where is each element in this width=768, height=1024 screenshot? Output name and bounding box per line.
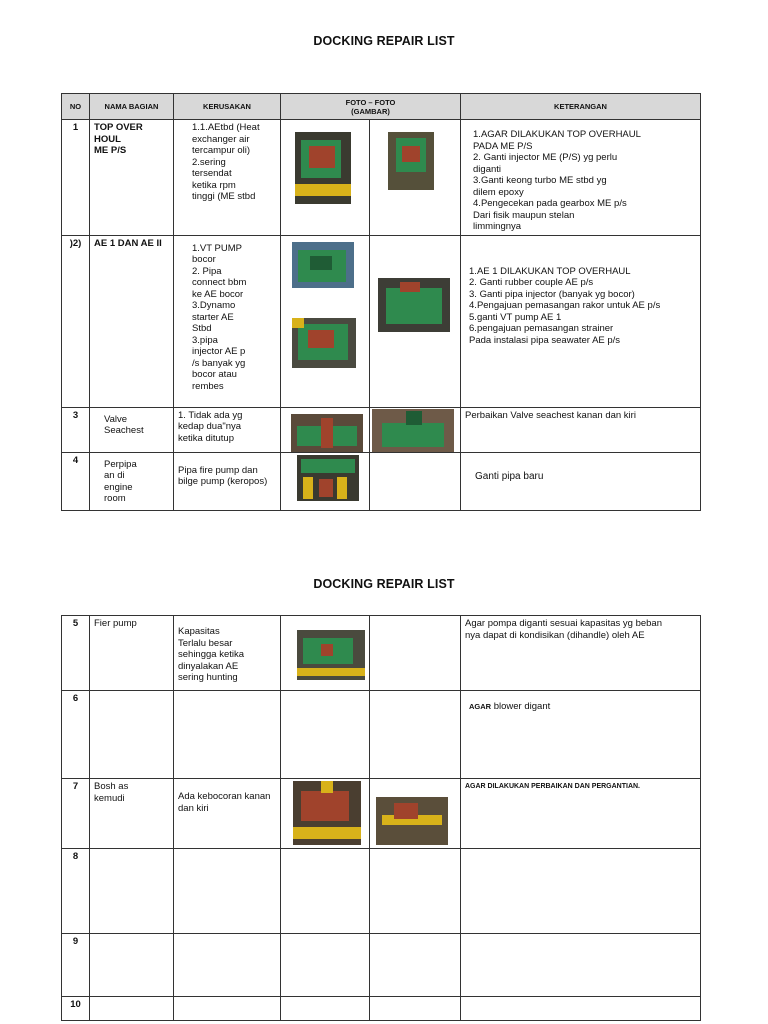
engine-photo [388,132,434,190]
remarks [461,934,701,997]
remarks-text: blower digant [491,701,551,712]
part-name [90,691,174,779]
row-number: 5 [62,616,90,691]
photo-cell [370,779,461,849]
row-number: )2) [62,235,90,407]
damage-description: Pipa fire pump dan bilge pump (keropos) [174,452,281,510]
rudder-photo [293,781,361,845]
part-name: AE 1 DAN AE II [90,235,174,407]
page-title-2: DOCKING REPAIR LIST [313,577,455,591]
row-number: 1 [62,120,90,236]
remarks: AGAR DILAKUKAN PERBAIKAN DAN PERGANTIAN. [461,779,701,849]
engine-photo [292,318,356,368]
part-name [90,849,174,934]
table-row [62,120,701,236]
part-name: TOP OVER HOUL ME P/S [90,120,174,236]
photo-cell [281,235,370,407]
row-number: 4 [62,452,90,510]
row-number: 9 [62,934,90,997]
remarks [461,849,701,934]
damage-description: 1.1.AEtbd (Heat exchanger air tercampur oli) 2.sering tersendat ketika rpm tinggi (ME stbd [174,120,281,236]
row-number: 8 [62,849,90,934]
table-row [62,997,701,1021]
part-name [90,997,174,1021]
damage-description [174,934,281,997]
pump-photo [297,630,365,680]
pipe-photo [297,455,359,501]
photo-cell [370,849,461,934]
photo-cell [370,997,461,1021]
table-row [62,691,701,779]
photo-cell [370,452,461,510]
remarks: 1.AGAR DILAKUKAN TOP OVERHAUL PADA ME P/S 2. Ganti injector ME (P/S) yg perlu diganti 3.Ganti keong turbo ME stbd yg dilem epoxy 4.Pengecekan pada gearbox ME p/s Dari fisik maupun stelan limmingnya [461,120,701,236]
remarks-prefix: AGAR [469,702,492,711]
photo-cell [281,407,370,452]
photo-cell [281,997,370,1021]
damage-description: 1.VT PUMP bocor 2. Pipa connect bbm ke AE bocor 3.Dynamo starter AE Stbd 3.pipa injector AE p /s banyak yg bocor atau rembes [174,235,281,407]
photo-cell [370,235,461,407]
header-nama-bagian: NAMA BAGIAN [90,94,174,120]
remarks: Ganti pipa baru [461,452,701,510]
remarks: 1.AE 1 DILAKUKAN TOP OVERHAUL 2. Ganti rubber couple AE p/s 3. Ganti pipa injector (banyak yg bocor) 4.Pengajuan pemasangan rakor untuk AE p/s 5.ganti VT pump AE 1 6.pengajuan pemasangan strainer Pada instalasi pipa seawater AE p/s [461,235,701,407]
table-row [62,849,701,934]
rudder-photo [376,797,448,845]
remarks [461,997,701,1021]
valve-photo [372,409,454,452]
header-kerusakan: KERUSAKAN [174,94,281,120]
engine-photo [378,278,450,332]
part-name: Bosh as kemudi [90,779,174,849]
photo-cell [281,849,370,934]
photo-cell [281,779,370,849]
page-title-1: DOCKING REPAIR LIST [313,34,455,48]
header-row [62,94,701,120]
header-keterangan: KETERANGAN [461,94,701,120]
damage-description [174,997,281,1021]
damage-description: Ada kebocoran kanan dan kiri [174,779,281,849]
photo-cell [370,616,461,691]
engine-photo [295,132,351,204]
table-row [62,934,701,997]
remarks [461,691,701,779]
photo-cell [370,691,461,779]
row-number: 3 [62,407,90,452]
table-row [62,452,701,510]
photo-cell [281,616,370,691]
photo-cell [281,452,370,510]
table-row [62,235,701,407]
header-no: NO [62,94,90,120]
header-foto: FOTO – FOTO (GAMBAR) [281,94,461,120]
row-number: 7 [62,779,90,849]
damage-description [174,691,281,779]
damage-description: 1. Tidak ada yg kedap dua"nya ketika ditutup [174,407,281,452]
photo-cell [281,120,370,236]
photo-cell [370,407,461,452]
repair-table-1 [61,93,701,511]
repair-table-2 [61,615,701,1021]
row-number: 10 [62,997,90,1021]
part-name: Perpipa an di engine room [90,452,174,510]
valve-photo [291,414,363,452]
table-row [62,407,701,452]
damage-description: Kapasitas Terlalu besar sehingga ketika dinyalakan AE sering hunting [174,616,281,691]
part-name: Fier pump [90,616,174,691]
damage-description [174,849,281,934]
remarks: Agar pompa diganti sesuai kapasitas yg beban nya dapat di kondisikan (dihandle) oleh AE [461,616,701,691]
part-name: Valve Seachest [90,407,174,452]
photo-cell [281,934,370,997]
table-row [62,616,701,691]
row-number: 6 [62,691,90,779]
part-name [90,934,174,997]
engine-photo [292,242,354,288]
remarks: Perbaikan Valve seachest kanan dan kiri [461,407,701,452]
photo-cell [281,691,370,779]
photo-cell [370,120,461,236]
table-row [62,779,701,849]
photo-cell [370,934,461,997]
